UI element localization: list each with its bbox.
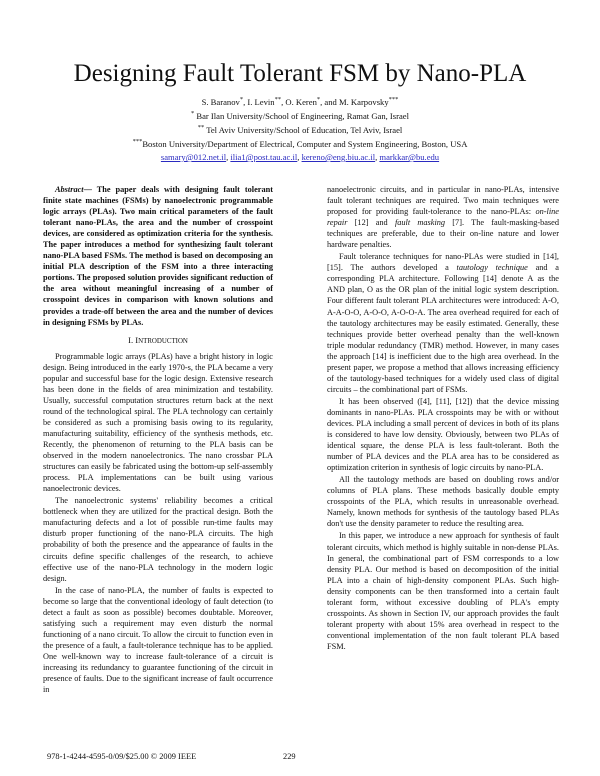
affiliation-3-text: Boston University/Department of Electrical, Computer and System Engineering, Boston, USA <box>142 139 468 149</box>
affiliation-2-mark: ** <box>197 124 205 131</box>
author-4-mark: *** <box>388 96 399 103</box>
email-link-4[interactable]: markkar@bu.edu <box>379 152 440 162</box>
email-link-1[interactable]: samary@012.net.il <box>160 152 227 162</box>
author-3: O. Keren <box>285 97 317 107</box>
right-p2-text-b: and a corresponding PLA architecture. Following [14] denote A as the AND plan, O as the OR plan of the initial logic system description. Four different fault tolerant PLA architectures were introduced: A-O, A-A-O-O, A-O-O, A-O-O-A. The area overhead required for each of the tautology architectures may be easily estimated. Generally, these techniques provide better overhead penalty than the well-known triple modular redundancy (TMR) method. However, in many cases the approach [14] is inefficient due to the high area overhead. In the present paper, we propose a method that allows increasing efficiency of the tautology-based techniques for a widely used class of digital circuits – the combinational part of FSMs. <box>327 263 559 394</box>
email-list: samary@012.net.il, ilia1@post.tau.ac.il, kereno@eng.biu.ac.il, markkar@bu.edu <box>160 152 440 162</box>
affiliation-1 <box>0 110 600 122</box>
intro-paragraph-2: The nanoelectronic systems' reliability becomes a critical bottleneck when they are utilized for the practical design. Both the manufacturing defects and a lot of possible run-time faults may disturb proper functioning of the nano-PLA circuits. The high probability of both the presence and the appearance of faults in the circuits define specific challenges of the research, to achieve effective use of the nano-PLA technology in the modern logic design. <box>43 496 273 583</box>
abstract-text: The paper deals with designing fault tolerant finite state machines (FSMs) by nanoelectronic programmable logic arrays (PLAs). Two main critical parameters of the fault tolerant nano-PLAs, the area and the number of crosspoint devices, are considered as optimization criteria for the synthesis. The paper introduces a method for synthesizing fault tolerant nano-PLA based FSMs. The method is based on decomposing an initial PLA description of the FSM into a three interacting portions. The proposed solution provides significant reduction of the area without meaningful increasing of a number of crosspoint devices in comparison with known solutions and provides a trade-off between the area and the number of devices in designing FSMs by PLAs. <box>43 185 273 327</box>
right-paragraph-1 <box>327 184 559 250</box>
right-p2-text-a: Fault tolerance techniques for nano-PLAs were studied in [14], [15]. The authors developed a <box>327 252 559 273</box>
right-p1-emphasis-1: on-line repair <box>327 207 559 228</box>
right-paragraph-2 <box>327 251 559 395</box>
affiliation-3 <box>0 138 600 150</box>
right-p1-text-b: [12] and <box>347 218 395 228</box>
affiliation-3-mark: *** <box>132 138 143 145</box>
affiliation-1-text: Bar Ilan University/School of Engineering, Ramat Gan, Israel <box>196 111 410 121</box>
section-initial: I <box>135 334 139 345</box>
affiliation-2-text: Tel Aviv University/School of Education, Tel Aviv, Israel <box>206 125 403 135</box>
abstract-sep: — <box>83 185 97 194</box>
email-link-3[interactable]: kereno@eng.biu.ac.il <box>301 152 376 162</box>
paper-title: Designing Fault Tolerant FSM by Nano-PLA <box>73 60 527 87</box>
footer-copyright: 978-1-4244-4595-0/09/$25.00 © 2009 IEEE <box>47 752 197 761</box>
right-paragraph-5: In this paper, we introduce a new approach for synthesis of fault tolerant circuits, which method is highly suitable in non-dense PLAs. In general, the combinational part of FSM corresponds to a low density PLA. Our method is based on decomposition of the initial PLA into a chain of high-density component PLAs. Such high-density components can be then transformed into a certain fault tolerant form, without excessive doubling of PLA's empty crosspoints. As shown in Section IV, our approach provides the fault tolerant property with about 15% area overhead in respect to the conventional implementation of the non fault tolerant PLA based FSM. <box>327 531 559 651</box>
intro-paragraph-1: Programmable logic arrays (PLAs) have a bright history in logic design. Being introduced in the early 1970-s, the PLA became a very popular and successful base for the logic design. Extensive research has been done in the fields of area minimization and testability. Usually, successful computation structures return back at the next round of the technological spiral. The PLA technology can certainly be considered as such a promising basis owing to its regularity, manufacturing suitability, efficiency of the synthesis methods, etc. Recently, the phenomenon of returning to the PLA basis can be observed in the modern nanoelectronics. The nano crossbar PLA structures can easily be fabricated using the bottom-up self-assembly process. PLA implementations can be built using various nanoelectronic devices. <box>43 351 273 494</box>
author-list: S. Baranov*, I. Levin**, O. Keren*, and M. Karpovsky*** <box>201 96 399 107</box>
intro-paragraph-3: In the case of nano-PLA, the number of faults is expected to become so large that the conventional ideology of fault detection (to detect a fault as soon as possible) becomes doubtable. Moreover, satisfying such a requirement may even disturb the normal functioning of a nano circuit. To allow the circuit to function even in the presence of a fault, a fault-tolerance technique has to be applied. One well-known way to increase fault-tolerance of a circuit is increasing its redundancy to guarantee functioning of the circuit in presence of faults. Due to the significant increase of fault occurrence in <box>43 585 273 695</box>
left-column <box>43 184 273 695</box>
right-p1-text-c: [7]. The fault-masking-based techniques are preferable, due to their on-line nature and lower hardware penalties. <box>327 218 559 250</box>
affiliation-2 <box>0 124 600 136</box>
abstract <box>43 184 273 328</box>
right-p1-text-a: nanoelectronic circuits, and in particular in nano-PLAs, intensive fault tolerant techniques are required. Two main techniques were proposed for providing fault-tolerance to the nano-PLAs: <box>327 185 559 217</box>
author-1-mark: * <box>239 96 244 103</box>
section-number: I. <box>128 334 136 345</box>
right-p2-emphasis-1: tautology technique <box>456 263 528 273</box>
abstract-label: Abstract <box>55 185 84 194</box>
section-heading-introduction <box>43 335 273 347</box>
page-number: 229 <box>283 752 296 761</box>
author-3-mark: * <box>316 96 321 103</box>
author-1: S. Baranov <box>201 97 240 107</box>
email-link-2[interactable]: ilia1@post.tau.ac.il <box>230 152 298 162</box>
right-column <box>327 184 559 652</box>
right-p1-emphasis-2: fault masking <box>394 218 446 228</box>
affiliation-1-mark: * <box>190 110 195 117</box>
right-paragraph-4: All the tautology methods are based on doubling rows and/or columns of PLA plans. These methods basically double empty crosspoints of the PLA, which results in unreasonable overhead. Namely, known methods for synthesis of the tautology based PLAs don't use the density parameter to reduce the resulting area. <box>327 475 559 529</box>
author-4: M. Karpovsky <box>338 97 389 107</box>
author-2-mark: ** <box>274 96 282 103</box>
right-paragraph-3: It has been observed ([4], [11], [12]) that the device missing dominants in nano-PLAs. PLA crosspoints may be with or without devices. PLA including a small percent of devices in both of its plans is considered to have low density. Obviously, between two PLAs of identical square, the dense PLA is less fault-tolerant. Both the number of PLA devices and the PLA area has to be considered as optimization criterion in synthesis of logic circuits by nano-PLA. <box>327 396 559 473</box>
section-title-rest: NTRODUCTION <box>138 337 188 345</box>
author-2: I. Levin <box>247 97 275 107</box>
